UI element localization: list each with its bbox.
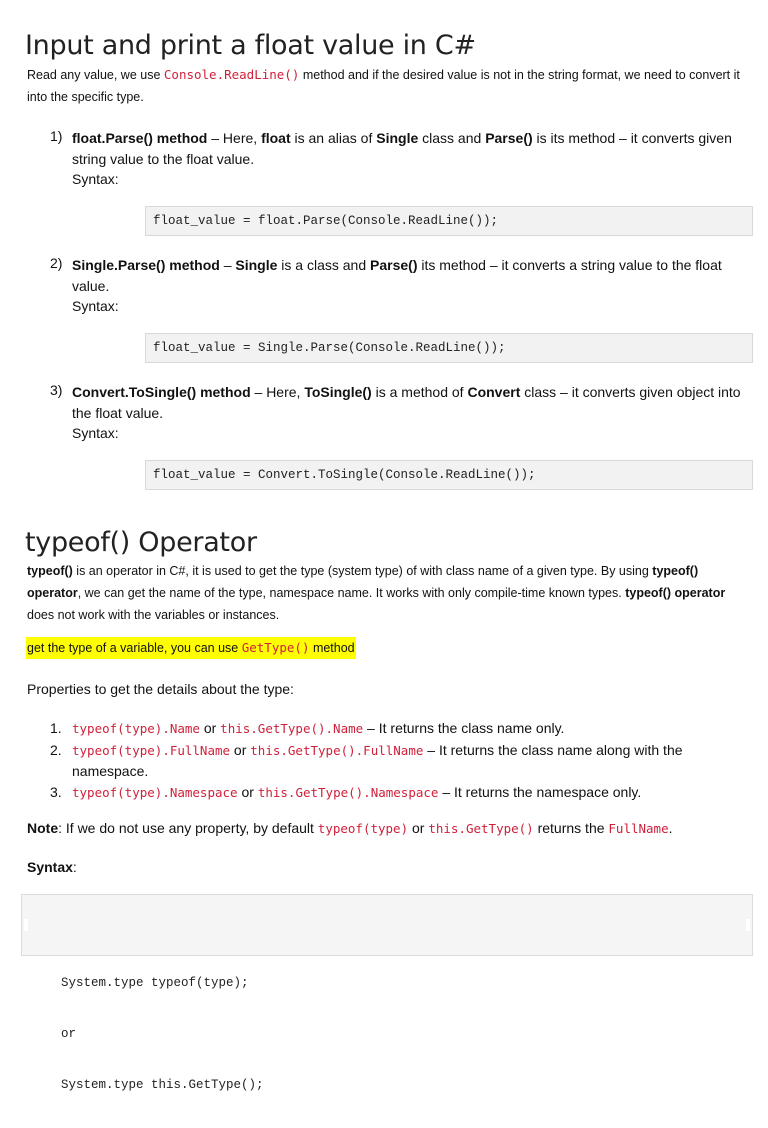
list-item xyxy=(50,782,750,804)
text: or xyxy=(199,720,221,736)
inline-code: this.GetType().Name xyxy=(220,721,364,736)
syntax-label: Syntax: xyxy=(72,171,119,187)
note-paragraph xyxy=(27,818,752,840)
item-number: 1. xyxy=(50,720,62,736)
text: is an alias of xyxy=(290,130,377,146)
item-description xyxy=(72,255,750,317)
item-number: 3) xyxy=(50,382,63,398)
text: is an operator in C#, it is used to get the type (system type) of with class name of a given type. By using xyxy=(72,564,653,578)
intro-text: Read any value, we use xyxy=(27,68,164,82)
keyword: typeof() operator xyxy=(27,564,699,600)
code-block-1: float_value = float.Parse(Console.ReadLine()); xyxy=(145,206,753,236)
text: or xyxy=(408,820,429,836)
inline-code: Console.ReadLine() xyxy=(163,67,300,82)
item-number: 3. xyxy=(50,783,62,800)
note-label: Note xyxy=(27,820,59,836)
text: : xyxy=(72,859,77,875)
text: its method – it converts a string value to the float value. xyxy=(72,257,722,294)
text: method xyxy=(309,641,355,655)
syntax-label: Syntax: xyxy=(72,425,119,441)
code-line: System.type typeof(type); xyxy=(61,976,249,990)
item-description xyxy=(72,128,750,190)
inline-code: typeof(type).Namespace xyxy=(72,784,238,800)
properties-list xyxy=(50,718,750,803)
method-item-2 xyxy=(50,255,750,317)
item-number: 2) xyxy=(50,255,63,271)
section1-intro xyxy=(27,64,752,108)
inline-code: FullName xyxy=(608,821,669,836)
item-number: 2. xyxy=(50,741,62,758)
text: class and xyxy=(418,130,486,146)
inline-code: typeof(type) xyxy=(317,821,409,836)
keyword: ToSingle() xyxy=(304,384,372,400)
section2-intro xyxy=(27,560,752,626)
text: : If we do not use any property, by default xyxy=(58,820,318,836)
list-item xyxy=(50,740,750,782)
code-line: or xyxy=(61,1027,77,1041)
text: – xyxy=(219,257,236,273)
keyword: typeof() xyxy=(27,564,73,578)
syntax-heading xyxy=(27,857,77,878)
inline-code: this.GetType() xyxy=(428,821,534,836)
inline-code: this.GetType().Namespace xyxy=(257,784,439,800)
keyword: Parse() xyxy=(370,257,418,273)
method-name: float.Parse() method xyxy=(72,130,208,146)
method-item-1 xyxy=(50,128,750,190)
text: does not work with the variables or instances. xyxy=(27,608,280,622)
text: is a method of xyxy=(371,384,468,400)
keyword: Single xyxy=(235,257,278,273)
method-name: Convert.ToSingle() method xyxy=(72,384,251,400)
method-name: Single.Parse() method xyxy=(72,257,220,273)
keyword: float xyxy=(261,130,291,146)
code-line: System.type this.GetType(); xyxy=(61,1078,264,1092)
section1-title: Input and print a float value in C# xyxy=(25,30,476,61)
keyword: typeof() operator xyxy=(625,586,726,600)
highlight-span xyxy=(26,637,356,659)
inline-code: typeof(type).Name xyxy=(72,721,200,736)
text: class – it converts given object into the float value. xyxy=(72,384,741,421)
item-number: 1) xyxy=(50,128,63,144)
list-item xyxy=(50,718,750,740)
text: . xyxy=(668,820,673,836)
text: – Here, xyxy=(250,384,305,400)
inline-code: typeof(type).FullName xyxy=(72,742,231,758)
properties-intro: Properties to get the details about the type: xyxy=(27,681,294,697)
text: – It returns the class name only. xyxy=(363,720,565,736)
keyword: Convert xyxy=(467,384,521,400)
method-item-3 xyxy=(50,382,750,444)
code-block-2: float_value = Single.Parse(Console.ReadLine()); xyxy=(145,333,753,363)
highlighted-note xyxy=(26,637,356,659)
typeof-code-block xyxy=(21,894,753,1092)
syntax-label: Syntax: xyxy=(72,298,119,314)
item-description xyxy=(72,382,750,444)
section2-title: typeof() Operator xyxy=(25,527,257,558)
text: or xyxy=(230,741,251,758)
text: – Here, xyxy=(207,130,262,146)
text: , we can get the name of the type, namespace name. It works with only compile-time known types. xyxy=(77,586,626,600)
scrollbar-left xyxy=(24,919,28,931)
text: returns the xyxy=(533,820,609,836)
text: is its method – it converts given string value to the float value. xyxy=(72,130,732,167)
intro-text: method and if the desired value is not in the string format, we need to convert it into the specific type. xyxy=(27,68,740,104)
text: or xyxy=(237,783,258,800)
text: is a class and xyxy=(277,257,371,273)
keyword: Single xyxy=(376,130,419,146)
inline-code: GetType() xyxy=(241,640,310,655)
syntax-label: Syntax xyxy=(27,859,73,875)
text: get the type of a variable, you can use xyxy=(27,641,242,655)
inline-code: this.GetType().FullName xyxy=(250,742,424,758)
text: – It returns the class name along with the namespace. xyxy=(72,741,683,779)
scrollbar-right xyxy=(746,919,750,931)
text: – It returns the namespace only. xyxy=(438,783,642,800)
keyword: Parse() xyxy=(485,130,533,146)
code-block-3: float_value = Convert.ToSingle(Console.ReadLine()); xyxy=(145,460,753,490)
